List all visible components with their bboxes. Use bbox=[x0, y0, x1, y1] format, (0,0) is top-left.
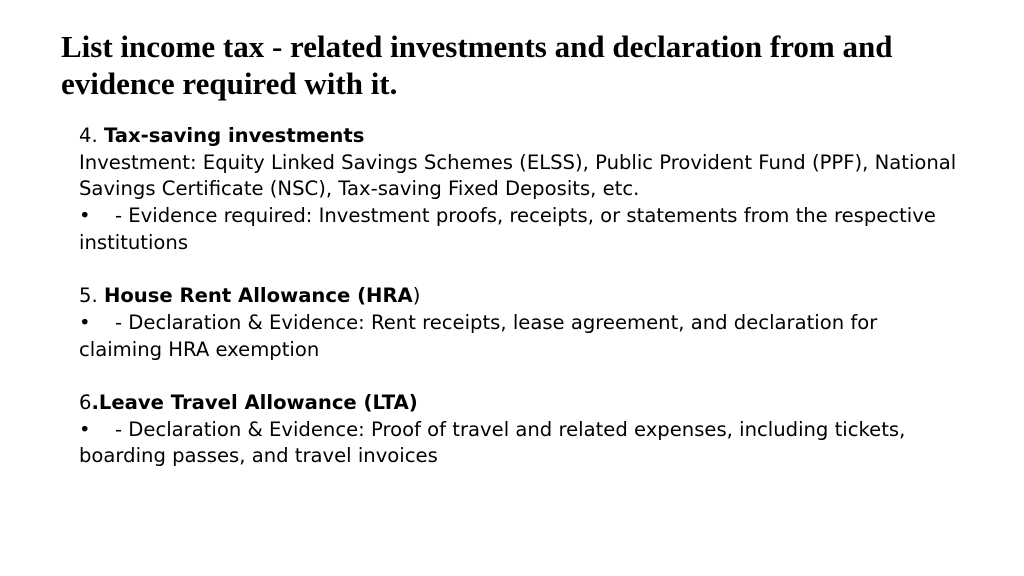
bullet-icon: • bbox=[79, 310, 91, 334]
bullet-text: - Declaration & Evidence: Rent receipts, lease agreement, and declaration for claiming HRA exemption bbox=[79, 310, 878, 361]
section-heading bbox=[79, 123, 959, 150]
bullet-text: - Evidence required: Investment proofs, receipts, or statements from the respective institutions bbox=[79, 204, 936, 254]
bullet-item bbox=[79, 417, 959, 470]
slide-title: List income tax - related investments and declaration from and evidence required with it. bbox=[61, 29, 893, 101]
section-heading bbox=[79, 390, 959, 417]
section-number: 4. bbox=[79, 124, 104, 147]
slide-body bbox=[79, 123, 959, 497]
section-number: 5. bbox=[79, 284, 104, 308]
bullet-item bbox=[79, 310, 959, 363]
section-heading-text: Tax-saving investments bbox=[103, 124, 365, 147]
section-leave-travel-allowance bbox=[79, 390, 959, 470]
section-description: Investment: Equity Linked Savings Schemes (ELSS), Public Provident Fund (PPF), National Savings Certificate (NSC), Tax-saving Fixed Deposits, etc. bbox=[79, 150, 957, 201]
bullet-icon: • bbox=[79, 417, 91, 441]
bullet-icon: • bbox=[79, 204, 91, 228]
section-heading-suffix: ) bbox=[412, 284, 421, 308]
section-heading-text: House Rent Allowance (HRA bbox=[103, 284, 413, 308]
section-heading bbox=[79, 283, 959, 310]
section-house-rent-allowance bbox=[79, 283, 959, 363]
bullet-item bbox=[79, 203, 959, 256]
section-tax-saving-investments bbox=[79, 123, 959, 257]
bullet-text: - Declaration & Evidence: Proof of travel and related expenses, including tickets, boarding passes, and travel invoices bbox=[79, 417, 906, 468]
section-heading-text: .Leave Travel Allowance (LTA) bbox=[91, 391, 418, 414]
section-number: 6 bbox=[79, 391, 92, 414]
